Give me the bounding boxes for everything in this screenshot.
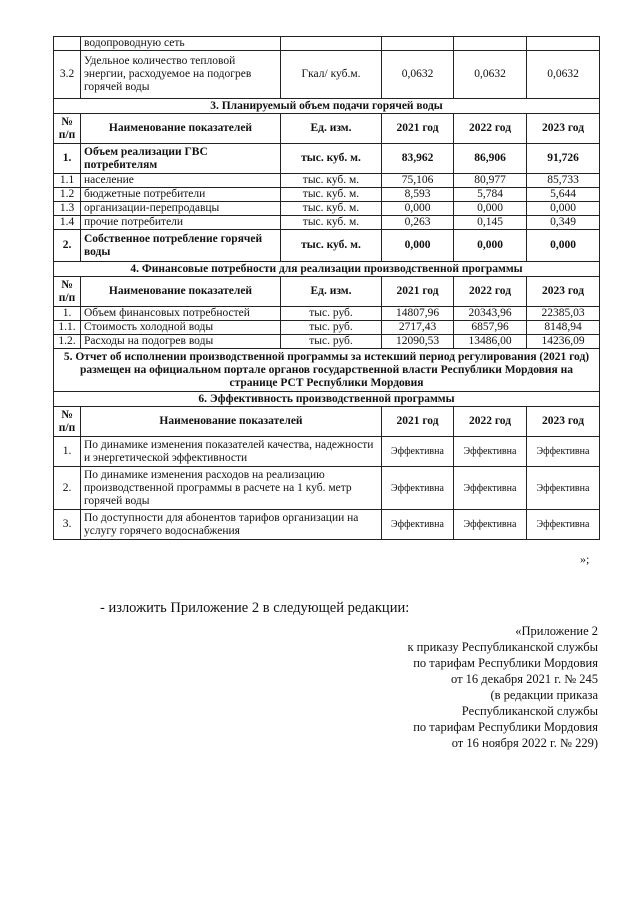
row-name: По доступности для абонентов тарифов организации на услугу горячего водоснабжения: [81, 510, 382, 540]
appendix-line: от 16 ноября 2022 г. № 229): [451, 736, 598, 750]
table-row: [54, 202, 600, 216]
table-row: [54, 437, 600, 467]
row-name: Собственное потребление горячей воды: [81, 230, 281, 262]
value-2022: 20343,96: [454, 307, 527, 321]
row-unit: тыс. куб. м.: [281, 188, 382, 202]
closing-quote: »;: [580, 552, 590, 566]
value-2021: Эффективна: [382, 510, 454, 540]
section-title: 5. Отчет об исполнении производственной программы за истекший период регулирования (2021 год) размещен на официальном портале органов государственной власти Республики Мордовия на странице РСТ Республики Мордовия: [54, 349, 600, 392]
row-number: 1.: [54, 307, 81, 321]
value-2023: 85,733: [527, 174, 600, 188]
row-name: По динамике изменения показателей качества, надежности и энергетической эффективности: [81, 437, 382, 467]
row-number: 1.1.: [54, 321, 81, 335]
section-title: 3. Планируемый объем подачи горячей воды: [54, 99, 600, 114]
row-number: 1.: [54, 437, 81, 467]
header-2021: 2021 год: [382, 114, 454, 144]
program-table: [53, 36, 600, 540]
table-row: [54, 510, 600, 540]
appendix-line: по тарифам Республики Мордовия: [413, 720, 598, 734]
instruction-text: - изложить Приложение 2 в следующей редакции:: [100, 600, 410, 616]
value-2022: 80,977: [454, 174, 527, 188]
row-unit: Гкал/ куб.м.: [281, 51, 382, 99]
row-name: По динамике изменения расходов на реализацию производственной программы в расчете на 1 куб. метр горячей воды: [81, 467, 382, 510]
row-unit: тыс. руб.: [281, 307, 382, 321]
value-2021: 0,263: [382, 216, 454, 230]
section-title-row: [54, 99, 600, 114]
row-number: 1.2.: [54, 335, 81, 349]
row-number: 1.1: [54, 174, 81, 188]
row-unit: тыс. куб. м.: [281, 230, 382, 262]
row-name: прочие потребители: [81, 216, 281, 230]
header-num: № п/п: [54, 114, 81, 144]
value-2021: 83,962: [382, 144, 454, 174]
value-2023: 8148,94: [527, 321, 600, 335]
value-2021: [382, 37, 454, 51]
table-header-row: [54, 277, 600, 307]
table-row: [54, 335, 600, 349]
value-2022: [454, 37, 527, 51]
header-2022: 2022 год: [454, 277, 527, 307]
row-unit: [281, 37, 382, 51]
value-2022: 86,906: [454, 144, 527, 174]
value-2021: 0,0632: [382, 51, 454, 99]
header-2022: 2022 год: [454, 407, 527, 437]
value-2023: [527, 37, 600, 51]
table-row: [54, 174, 600, 188]
value-2021: 14807,96: [382, 307, 454, 321]
header-2021: 2021 год: [382, 277, 454, 307]
appendix-header: [407, 623, 598, 751]
value-2021: 75,106: [382, 174, 454, 188]
header-num: № п/п: [54, 407, 81, 437]
value-2022: Эффективна: [454, 467, 527, 510]
row-unit: тыс. куб. м.: [281, 174, 382, 188]
value-2023: Эффективна: [527, 467, 600, 510]
value-2023: 14236,09: [527, 335, 600, 349]
table-row: [54, 216, 600, 230]
value-2022: 0,000: [454, 202, 527, 216]
value-2022: 5,784: [454, 188, 527, 202]
section-title: 6. Эффективность производственной программы: [54, 392, 600, 407]
row-number: 3.2: [54, 51, 81, 99]
section-title-row: [54, 349, 600, 392]
header-name: Наименование показателей: [81, 277, 281, 307]
header-2021: 2021 год: [382, 407, 454, 437]
value-2023: Эффективна: [527, 437, 600, 467]
row-number: 1.3: [54, 202, 81, 216]
appendix-line: к приказу Республиканской службы: [407, 640, 598, 654]
value-2023: 0,000: [527, 230, 600, 262]
row-name: Удельное количество тепловой энергии, расходуемое на подогрев горячей воды: [81, 51, 281, 99]
value-2021: Эффективна: [382, 467, 454, 510]
appendix-line: «Приложение 2: [515, 624, 598, 638]
row-number: 1.: [54, 144, 81, 174]
header-2023: 2023 год: [527, 114, 600, 144]
appendix-line: (в редакции приказа: [490, 688, 598, 702]
appendix-line: Республиканской службы: [461, 704, 598, 718]
table-row: [54, 230, 600, 262]
table-row: [54, 467, 600, 510]
row-number: [54, 37, 81, 51]
row-number: 1.2: [54, 188, 81, 202]
value-2022: 0,000: [454, 230, 527, 262]
value-2022: Эффективна: [454, 510, 527, 540]
row-name: бюджетные потребители: [81, 188, 281, 202]
table-header-row: [54, 114, 600, 144]
table-row: [54, 51, 600, 99]
value-2023: Эффективна: [527, 510, 600, 540]
value-2021: 2717,43: [382, 321, 454, 335]
row-number: 1.4: [54, 216, 81, 230]
value-2021: Эффективна: [382, 437, 454, 467]
value-2022: 0,0632: [454, 51, 527, 99]
row-name: Стоимость холодной воды: [81, 321, 281, 335]
row-unit: тыс. куб. м.: [281, 144, 382, 174]
value-2022: Эффективна: [454, 437, 527, 467]
appendix-line: по тарифам Республики Мордовия: [413, 656, 598, 670]
header-num: № п/п: [54, 277, 81, 307]
section-title-row: [54, 392, 600, 407]
value-2021: 8,593: [382, 188, 454, 202]
row-name: организации-перепродавцы: [81, 202, 281, 216]
value-2023: 0,0632: [527, 51, 600, 99]
table-row: [54, 188, 600, 202]
header-name: Наименование показателей: [81, 114, 281, 144]
value-2023: 22385,03: [527, 307, 600, 321]
row-unit: тыс. руб.: [281, 335, 382, 349]
header-2023: 2023 год: [527, 407, 600, 437]
row-unit: тыс. руб.: [281, 321, 382, 335]
table-row: [54, 321, 600, 335]
value-2021: 0,000: [382, 202, 454, 216]
section-title: 4. Финансовые потребности для реализации производственной программы: [54, 262, 600, 277]
value-2022: 13486,00: [454, 335, 527, 349]
row-name: население: [81, 174, 281, 188]
value-2023: 91,726: [527, 144, 600, 174]
row-number: 3.: [54, 510, 81, 540]
row-number: 2.: [54, 230, 81, 262]
value-2023: 0,349: [527, 216, 600, 230]
appendix-line: от 16 декабря 2021 г. № 245: [450, 672, 598, 686]
row-name: Расходы на подогрев воды: [81, 335, 281, 349]
value-2022: 6857,96: [454, 321, 527, 335]
header-2023: 2023 год: [527, 277, 600, 307]
value-2023: 0,000: [527, 202, 600, 216]
row-name: Объем реализации ГВС потребителям: [81, 144, 281, 174]
value-2021: 12090,53: [382, 335, 454, 349]
table-row: [54, 37, 600, 51]
table-row: [54, 307, 600, 321]
value-2023: 5,644: [527, 188, 600, 202]
header-unit: Ед. изм.: [281, 277, 382, 307]
value-2022: 0,145: [454, 216, 527, 230]
row-name: водопроводную сеть: [81, 37, 281, 51]
header-unit: Ед. изм.: [281, 114, 382, 144]
table-row: [54, 144, 600, 174]
row-unit: тыс. куб. м.: [281, 216, 382, 230]
row-name: Объем финансовых потребностей: [81, 307, 281, 321]
table-header-row: [54, 407, 600, 437]
row-unit: тыс. куб. м.: [281, 202, 382, 216]
section-title-row: [54, 262, 600, 277]
header-2022: 2022 год: [454, 114, 527, 144]
header-name: Наименование показателей: [81, 407, 382, 437]
value-2021: 0,000: [382, 230, 454, 262]
row-number: 2.: [54, 467, 81, 510]
